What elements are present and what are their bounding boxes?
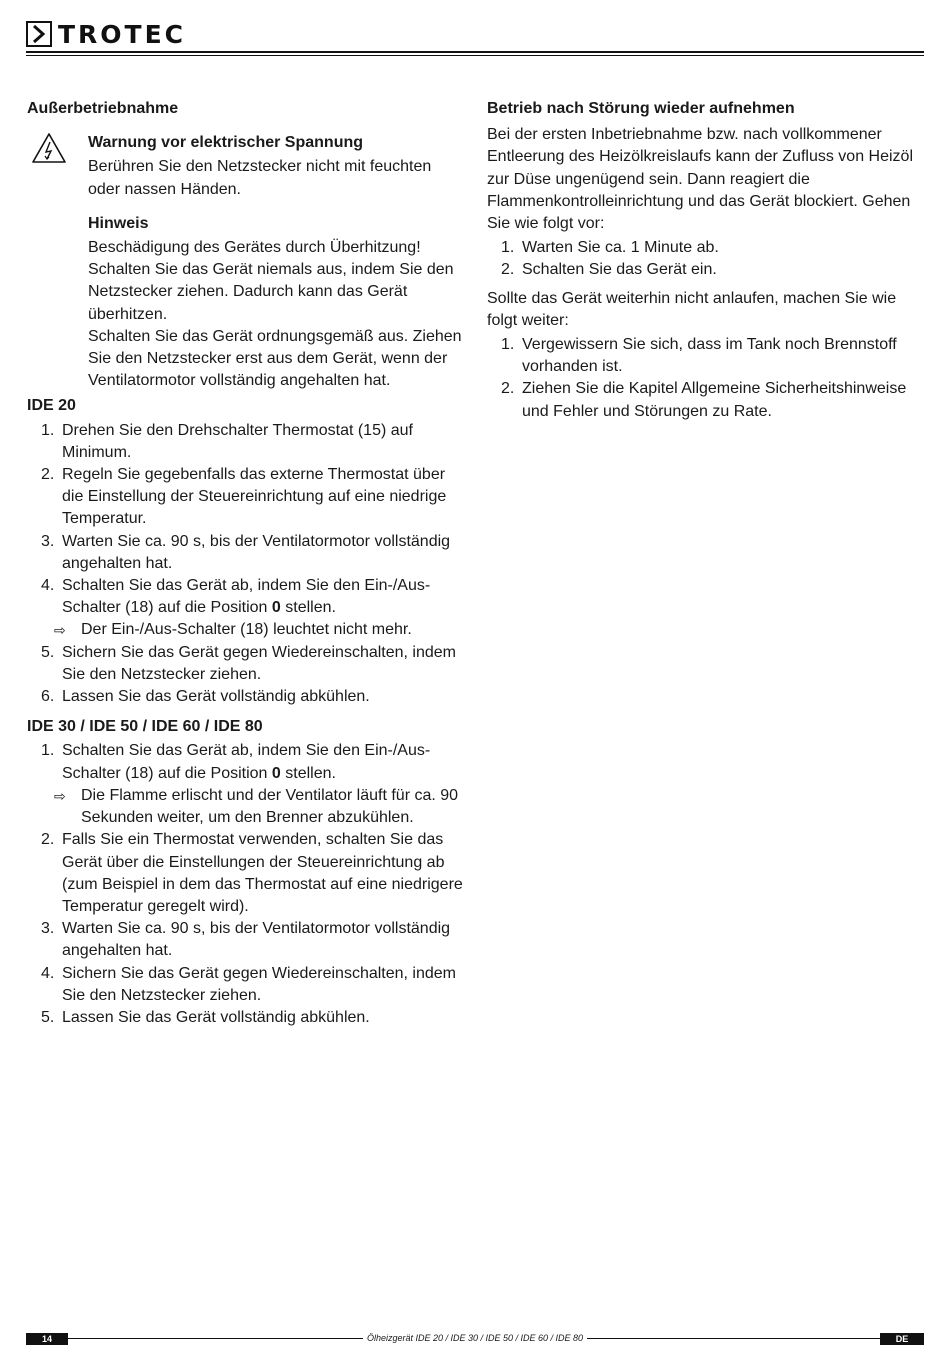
list-item: 2. Falls Sie ein Thermostat verwenden, schalten Sie das Gerät über die Einstellungen der Steuereinrichtung ab (zum Beispiel in dem das Thermostat auf eine niedrigere Temperatur geregelt wird). (41, 831, 463, 915)
section-title-restart: Betrieb nach Störung wieder aufnehmen (487, 100, 795, 117)
note-text-2: Schalten Sie das Gerät niemals aus, indem Sie den Netzstecker ziehen. Dadurch kann das Gerät überhitzen. (88, 261, 454, 323)
list-item: 1. Schalten Sie das Gerät ab, indem Sie den Ein-/Aus-Schalter (18) auf die Position 0 stellen. (41, 742, 431, 782)
brand-name: TROTEC (58, 19, 187, 49)
list-item: 4. Schalten Sie das Gerät ab, indem Sie den Ein-/Aus-Schalter (18) auf die Position 0 stellen. (41, 577, 431, 617)
electric-warning-icon (31, 132, 73, 392)
result-arrow-icon: ⇨ (54, 787, 66, 804)
language-badge: DE (880, 1333, 924, 1345)
restart-steps-a (487, 237, 924, 281)
list-item: 2. Regeln Sie gegebenfalls das externe Thermostat über die Einstellung der Steuereinrichtung auf eine niedrige Temperatur. (41, 466, 447, 528)
list-item: 1. Vergewissern Sie sich, dass im Tank noch Brennstoff vorhanden ist. (501, 336, 897, 376)
logo-chevron-icon (26, 21, 52, 47)
list-item: 6. Lassen Sie das Gerät vollständig abkühlen. (41, 688, 370, 706)
result-item: ⇨ Der Ein-/Aus-Schalter (18) leuchtet nicht mehr. (27, 619, 467, 641)
list-item: 5. Lassen Sie das Gerät vollständig abkühlen. (41, 1008, 370, 1026)
warning-text: Berühren Sie den Netzstecker nicht mit feuchten oder nassen Händen. (88, 158, 432, 198)
warning-block (27, 132, 467, 392)
ide20-steps (27, 420, 467, 709)
result-item: ⇨ Die Flamme erlischt und der Ventilator läuft für ca. 90 Sekunden weiter, um den Brenner abzukühlen. (27, 785, 467, 829)
page-number: 14 (26, 1333, 68, 1345)
restart-intro: Bei der ersten Inbetriebnahme bzw. nach vollkommener Entleerung des Heizölkreislaufs kann der Zufluss von Heizöl zur Düse ungenügend sein. Dann reagiert die Flammenkontrolleinrichtung und das Gerät blockiert. Gehen Sie wie folgt vor: (487, 126, 913, 233)
right-column (487, 96, 924, 423)
warning-title: Warnung vor elektrischer Spannung (88, 134, 364, 152)
list-item: 4. Sichern Sie das Gerät gegen Wiedereinschalten, indem Sie den Netzstecker ziehen. (41, 964, 456, 1004)
page-header (26, 20, 924, 60)
list-item: 3. Warten Sie ca. 90 s, bis der Ventilatormotor vollständig angehalten hat. (41, 920, 451, 960)
list-item: 1. Warten Sie ca. 1 Minute ab. (501, 239, 719, 257)
section-title-ide20: IDE 20 (27, 397, 76, 415)
ide30-steps (27, 740, 467, 1029)
note-title: Hinweis (88, 214, 149, 232)
page-footer (26, 1333, 924, 1345)
note-text-3: Schalten Sie das Gerät ordnungsgemäß aus. Ziehen Sie den Netzstecker erst aus dem Gerät, wenn der Ventilatormotor vollständig angehalten hat. (88, 327, 462, 390)
trotec-logo (26, 20, 186, 48)
left-column (27, 96, 467, 1029)
section-title-ide30: IDE 30 / IDE 50 / IDE 60 / IDE 80 (27, 718, 263, 736)
result-arrow-icon: ⇨ (54, 622, 66, 639)
list-item: 3. Warten Sie ca. 90 s, bis der Ventilatormotor vollständig angehalten hat. (41, 532, 451, 572)
note-text-1: Beschädigung des Gerätes durch Überhitzung! (88, 239, 421, 257)
header-rule-thin (26, 55, 924, 56)
restart-steps-b (487, 334, 924, 423)
document-title: Ölheizgerät IDE 20 / IDE 30 / IDE 50 / IDE 60 / IDE 80 (26, 1332, 924, 1344)
section-title-decommissioning: Außerbetriebnahme (27, 100, 179, 117)
list-item: 5. Sichern Sie das Gerät gegen Wiedereinschalten, indem Sie den Netzstecker ziehen. (41, 643, 456, 683)
list-item: 2. Ziehen Sie die Kapitel Allgemeine Sicherheitshinweise und Fehler und Störungen zu Rate. (501, 380, 907, 420)
list-item: 1. Drehen Sie den Drehschalter Thermostat (15) auf Minimum. (41, 421, 413, 461)
restart-mid-text: Sollte das Gerät weiterhin nicht anlaufen, machen Sie wie folgt weiter: (487, 289, 897, 329)
header-rule (26, 51, 924, 53)
list-item: 2. Schalten Sie das Gerät ein. (501, 261, 717, 279)
